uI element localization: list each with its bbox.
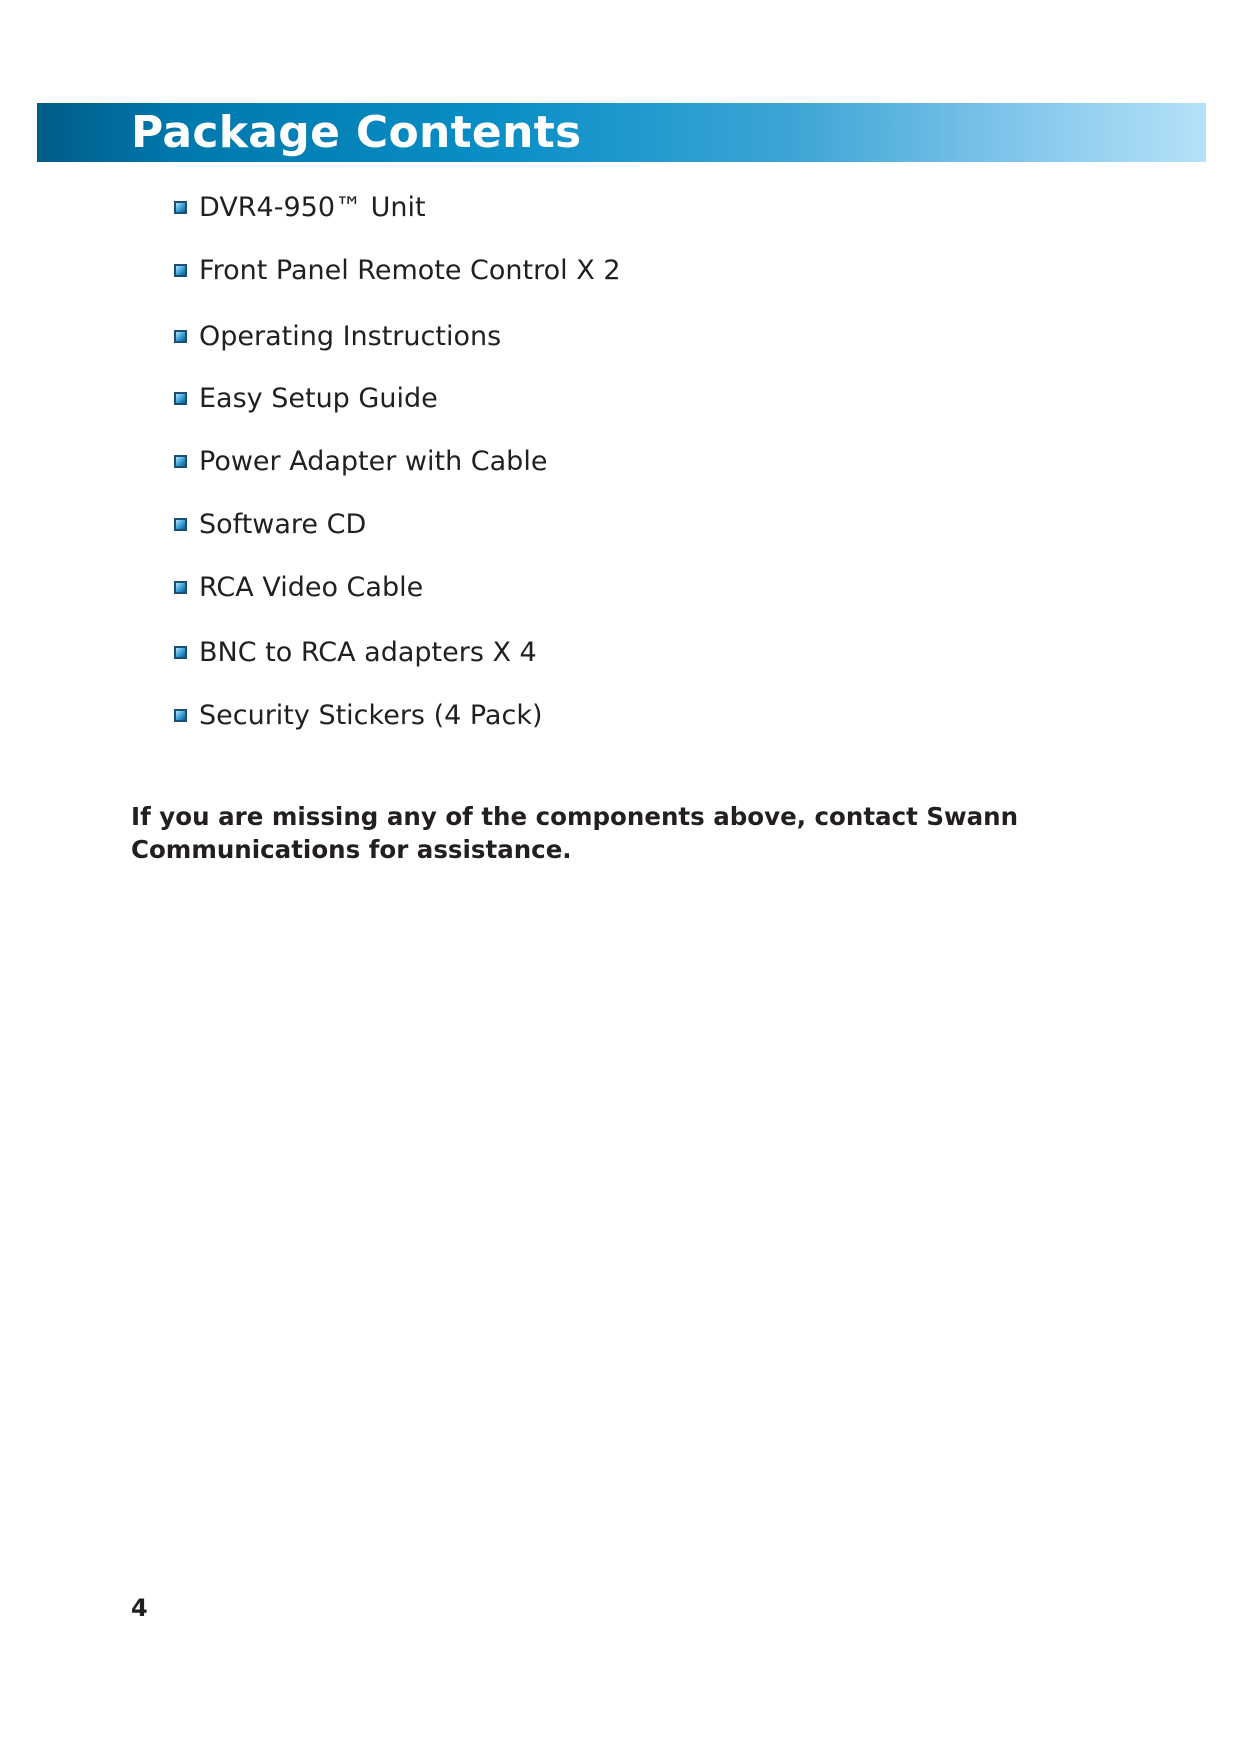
list-item-label: BNC to RCA adapters X 4 — [199, 636, 537, 668]
list-item-label: Front Panel Remote Control X 2 — [199, 254, 621, 286]
list-item-label: Power Adapter with Cable — [199, 445, 548, 477]
square-bullet-icon — [174, 518, 187, 531]
list-item — [174, 380, 438, 416]
list-item-label: Easy Setup Guide — [199, 382, 438, 414]
square-bullet-icon — [174, 646, 187, 659]
list-item-label: DVR4-950™ Unit — [199, 191, 426, 223]
square-bullet-icon — [174, 330, 187, 343]
list-item — [174, 697, 543, 733]
list-item-label: Security Stickers (4 Pack) — [199, 699, 543, 731]
page-number: 4 — [131, 1594, 148, 1622]
list-item-label: Operating Instructions — [199, 320, 502, 352]
square-bullet-icon — [174, 455, 187, 468]
list-item — [174, 506, 366, 542]
list-item — [174, 318, 501, 354]
list-item — [174, 634, 537, 670]
square-bullet-icon — [174, 581, 187, 594]
square-bullet-icon — [174, 201, 187, 214]
square-bullet-icon — [174, 392, 187, 405]
square-bullet-icon — [174, 709, 187, 722]
page-title: Package Contents — [131, 107, 582, 158]
list-item — [174, 569, 423, 605]
list-item — [174, 189, 426, 225]
list-item-label: RCA Video Cable — [199, 571, 424, 603]
list-item — [174, 443, 547, 479]
list-item — [174, 252, 621, 288]
square-bullet-icon — [174, 264, 187, 277]
missing-components-note: If you are missing any of the components above, contact Swann Communications for assistance. — [131, 802, 1019, 864]
list-item-label: Software CD — [199, 508, 367, 540]
